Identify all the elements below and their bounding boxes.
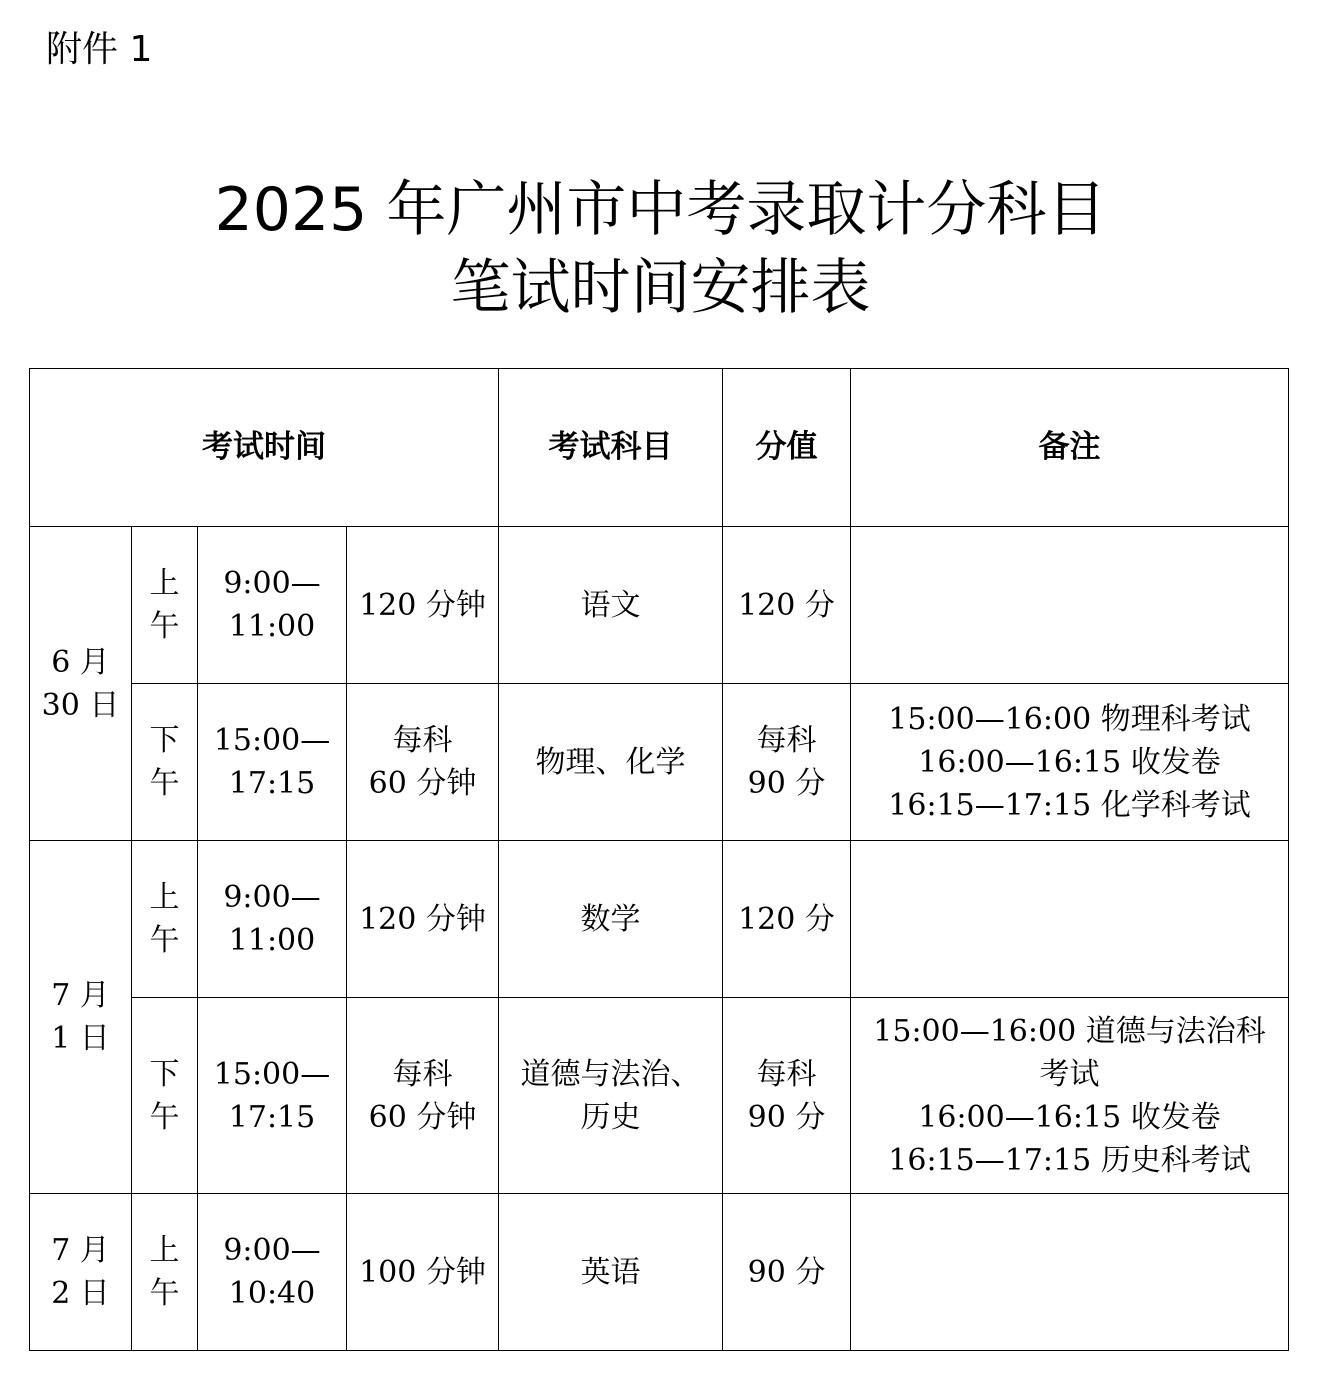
time-cell: 15:00— 17:15 (198, 684, 347, 841)
score-cell: 120 分 (723, 527, 851, 684)
time-cell: 15:00— 17:15 (198, 998, 347, 1194)
score-cell: 每科 90 分 (723, 684, 851, 841)
table-row (30, 841, 1289, 998)
score-cell: 120 分 (723, 841, 851, 998)
time-cell: 9:00— 11:00 (198, 527, 347, 684)
header-exam-time: 考试时间 (30, 369, 499, 527)
duration-cell: 每科 60 分钟 (347, 684, 499, 841)
date-cell: 7 月 1 日 (30, 841, 132, 1194)
subject-cell: 语文 (499, 527, 723, 684)
period-cell: 下 午 (132, 684, 198, 841)
notes-cell: 15:00—16:00 物理科考试 16:00—16:15 收发卷 16:15—17:15 化学科考试 (851, 684, 1289, 841)
period-cell: 上 午 (132, 1194, 198, 1351)
exam-schedule-table (29, 368, 1289, 1351)
duration-cell: 120 分钟 (347, 841, 499, 998)
notes-cell (851, 527, 1289, 684)
header-exam-subject: 考试科目 (499, 369, 723, 527)
notes-cell (851, 1194, 1289, 1351)
date-cell: 6 月 30 日 (30, 527, 132, 841)
header-notes: 备注 (851, 369, 1289, 527)
time-cell: 9:00— 11:00 (198, 841, 347, 998)
notes-cell (851, 841, 1289, 998)
score-cell: 每科 90 分 (723, 998, 851, 1194)
subject-cell: 道德与法治、 历史 (499, 998, 723, 1194)
document-title-line1: 2025 年广州市中考录取计分科目 (214, 175, 1107, 245)
table-row (30, 527, 1289, 684)
table-header-row (30, 369, 1289, 527)
notes-cell: 15:00—16:00 道德与法治科 考试 16:00—16:15 收发卷 16:15—17:15 历史科考试 (851, 998, 1289, 1194)
table-row (30, 684, 1289, 841)
period-cell: 上 午 (132, 527, 198, 684)
duration-cell: 100 分钟 (347, 1194, 499, 1351)
time-cell: 9:00— 10:40 (198, 1194, 347, 1351)
header-score: 分值 (723, 369, 851, 527)
subject-cell: 数学 (499, 841, 723, 998)
duration-cell: 120 分钟 (347, 527, 499, 684)
period-cell: 下 午 (132, 998, 198, 1194)
attachment-label: 附件 1 (46, 29, 153, 70)
subject-cell: 英语 (499, 1194, 723, 1351)
subject-cell: 物理、化学 (499, 684, 723, 841)
duration-cell: 每科 60 分钟 (347, 998, 499, 1194)
score-cell: 90 分 (723, 1194, 851, 1351)
document-title-line2: 笔试时间安排表 (450, 253, 871, 323)
period-cell: 上 午 (132, 841, 198, 998)
table-row (30, 1194, 1289, 1351)
table-row (30, 998, 1289, 1194)
date-cell: 7 月 2 日 (30, 1194, 132, 1351)
